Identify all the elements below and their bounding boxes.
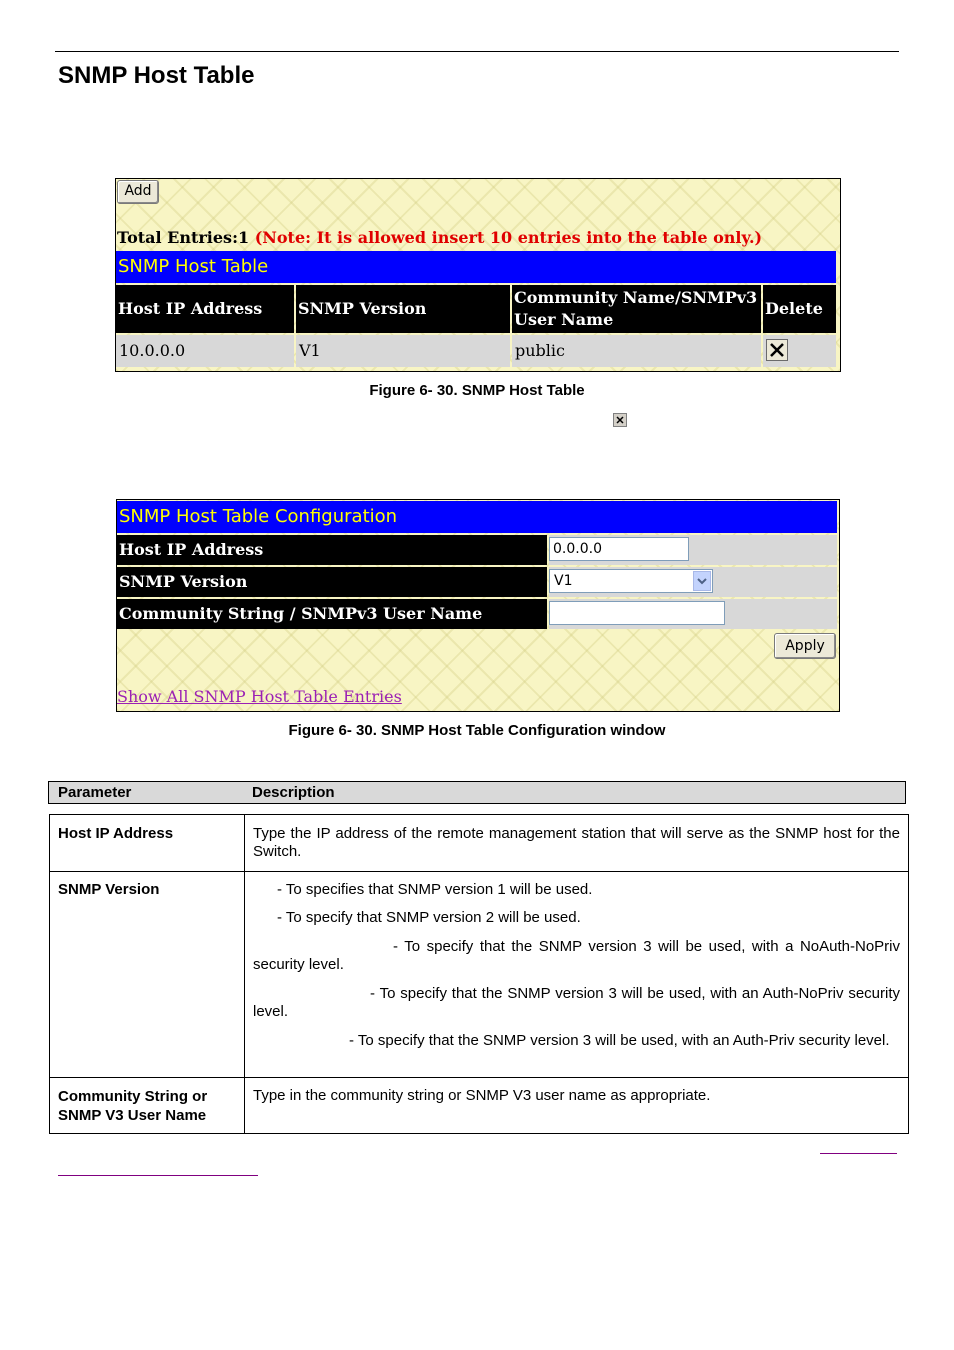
param-desc: Type in the community string or SNMP V3 user name as appropriate. (245, 1078, 909, 1134)
param-header-description: Description (252, 784, 335, 801)
link-underline-left (58, 1175, 258, 1176)
community-string-cell (549, 599, 837, 629)
config-title: SNMP Host Table Configuration (119, 506, 398, 527)
table-row (50, 815, 909, 872)
param-name: Community String or SNMP V3 User Name (50, 1078, 245, 1134)
snmp-version-label: SNMP Version (117, 567, 547, 597)
entries-note: (Note: It is allowed insert 10 entries into the table only.) (254, 228, 763, 247)
table-title: SNMP Host Table (118, 256, 269, 277)
col-delete: Delete (763, 285, 836, 333)
col-snmp-version: SNMP Version (296, 285, 510, 333)
cell-delete (763, 335, 836, 367)
community-string-label: Community String / SNMPv3 User Name (117, 599, 547, 629)
config-title-bar (117, 501, 837, 533)
param-name: SNMP Version (50, 872, 245, 1078)
host-ip-input[interactable]: 0.0.0.0 (549, 537, 689, 561)
delete-icon-inline (613, 413, 627, 427)
total-entries-count: Total Entries:1 (117, 228, 250, 247)
table-title-bar (116, 251, 836, 283)
parameter-table (49, 814, 909, 1134)
snmp-host-table-panel (115, 178, 841, 372)
col-host-ip: Host IP Address (116, 285, 294, 333)
apply-button[interactable]: Apply (774, 633, 836, 659)
host-ip-label: Host IP Address (117, 535, 547, 565)
param-header (48, 781, 906, 804)
link-underline-right (820, 1153, 897, 1154)
param-header-parameter: Parameter (58, 784, 132, 801)
add-button[interactable]: Add (117, 180, 159, 204)
param-desc: Type the IP address of the remote management station that will serve as the SNMP host for the Switch. (245, 815, 909, 872)
community-string-input[interactable] (549, 601, 725, 625)
host-ip-cell (549, 535, 837, 565)
snmp-version-cell (549, 567, 837, 597)
col-community-name: Community Name/SNMPv3 User Name (512, 285, 761, 333)
page-title: SNMP Host Table (58, 62, 255, 89)
table-row (50, 872, 909, 1078)
cell-host-ip: 10.0.0.0 (116, 335, 294, 367)
total-entries (117, 228, 762, 247)
param-name: Host IP Address (50, 815, 245, 872)
snmp-version-select[interactable]: V1 (549, 569, 713, 593)
param-desc: - To specifies that SNMP version 1 will be used. - To specify that SNMP version 2 will be used. - To specify that the SNMP version 3 will be used, with a NoAuth-NoPriv security level. - To specify that the SNMP version 3 will be used, with an Auth-NoPriv security level. - To specify that the SNMP version 3 will be used, with an Auth-Priv security level. (245, 872, 909, 1078)
delete-icon[interactable] (766, 339, 788, 361)
cell-community: public (512, 335, 761, 367)
chevron-down-icon[interactable] (693, 571, 711, 591)
table-row (50, 1078, 909, 1134)
show-all-entries-link[interactable]: Show All SNMP Host Table Entries (117, 687, 402, 706)
figure2-caption: Figure 6- 30. SNMP Host Table Configuration window (288, 722, 666, 739)
cell-snmp-version: V1 (296, 335, 510, 367)
snmp-host-config-panel (116, 499, 840, 712)
figure1-caption: Figure 6- 30. SNMP Host Table (369, 382, 585, 399)
top-rule (55, 51, 899, 52)
